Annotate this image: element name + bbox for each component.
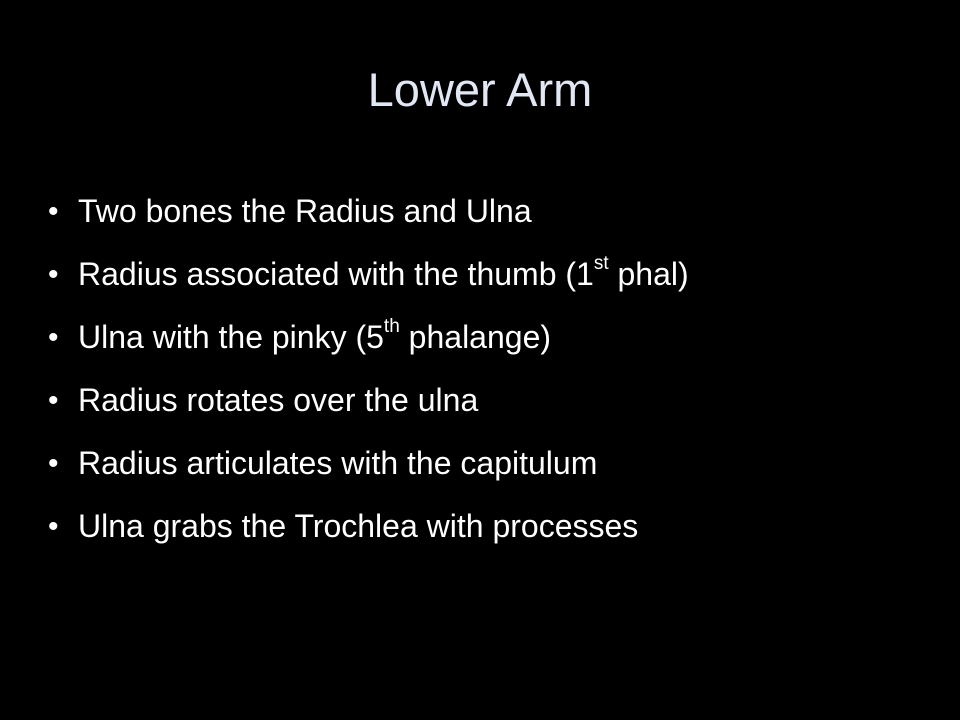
bullet-icon: • (48, 321, 59, 354)
superscript: st (593, 253, 609, 275)
bullet-item (48, 316, 928, 359)
bullet-text: Radius rotates over the ulna (78, 382, 479, 418)
bullet-icon: • (48, 447, 59, 480)
bullet-icon: • (48, 510, 59, 543)
bullet-text: Two bones the Radius and Ulna (78, 193, 532, 229)
bullet-item (48, 442, 928, 485)
bullet-item (48, 379, 928, 422)
bullet-text: Radius associated with the thumb (1st phal) (78, 253, 689, 292)
bullet-item (48, 190, 928, 233)
bullet-item (48, 253, 928, 296)
bullet-icon: • (48, 195, 59, 228)
slide-title: Lower Arm (367, 63, 593, 116)
bullet-icon: • (48, 384, 59, 417)
bullet-text: Ulna grabs the Trochlea with processes (78, 508, 639, 544)
bullet-icon: • (48, 258, 59, 291)
bullet-text: Radius articulates with the capitulum (78, 445, 598, 481)
bullet-text: Ulna with the pinky (5th phalange) (78, 316, 552, 355)
bullet-list (48, 190, 928, 568)
bullet-item (48, 505, 928, 548)
superscript: th (383, 316, 400, 338)
